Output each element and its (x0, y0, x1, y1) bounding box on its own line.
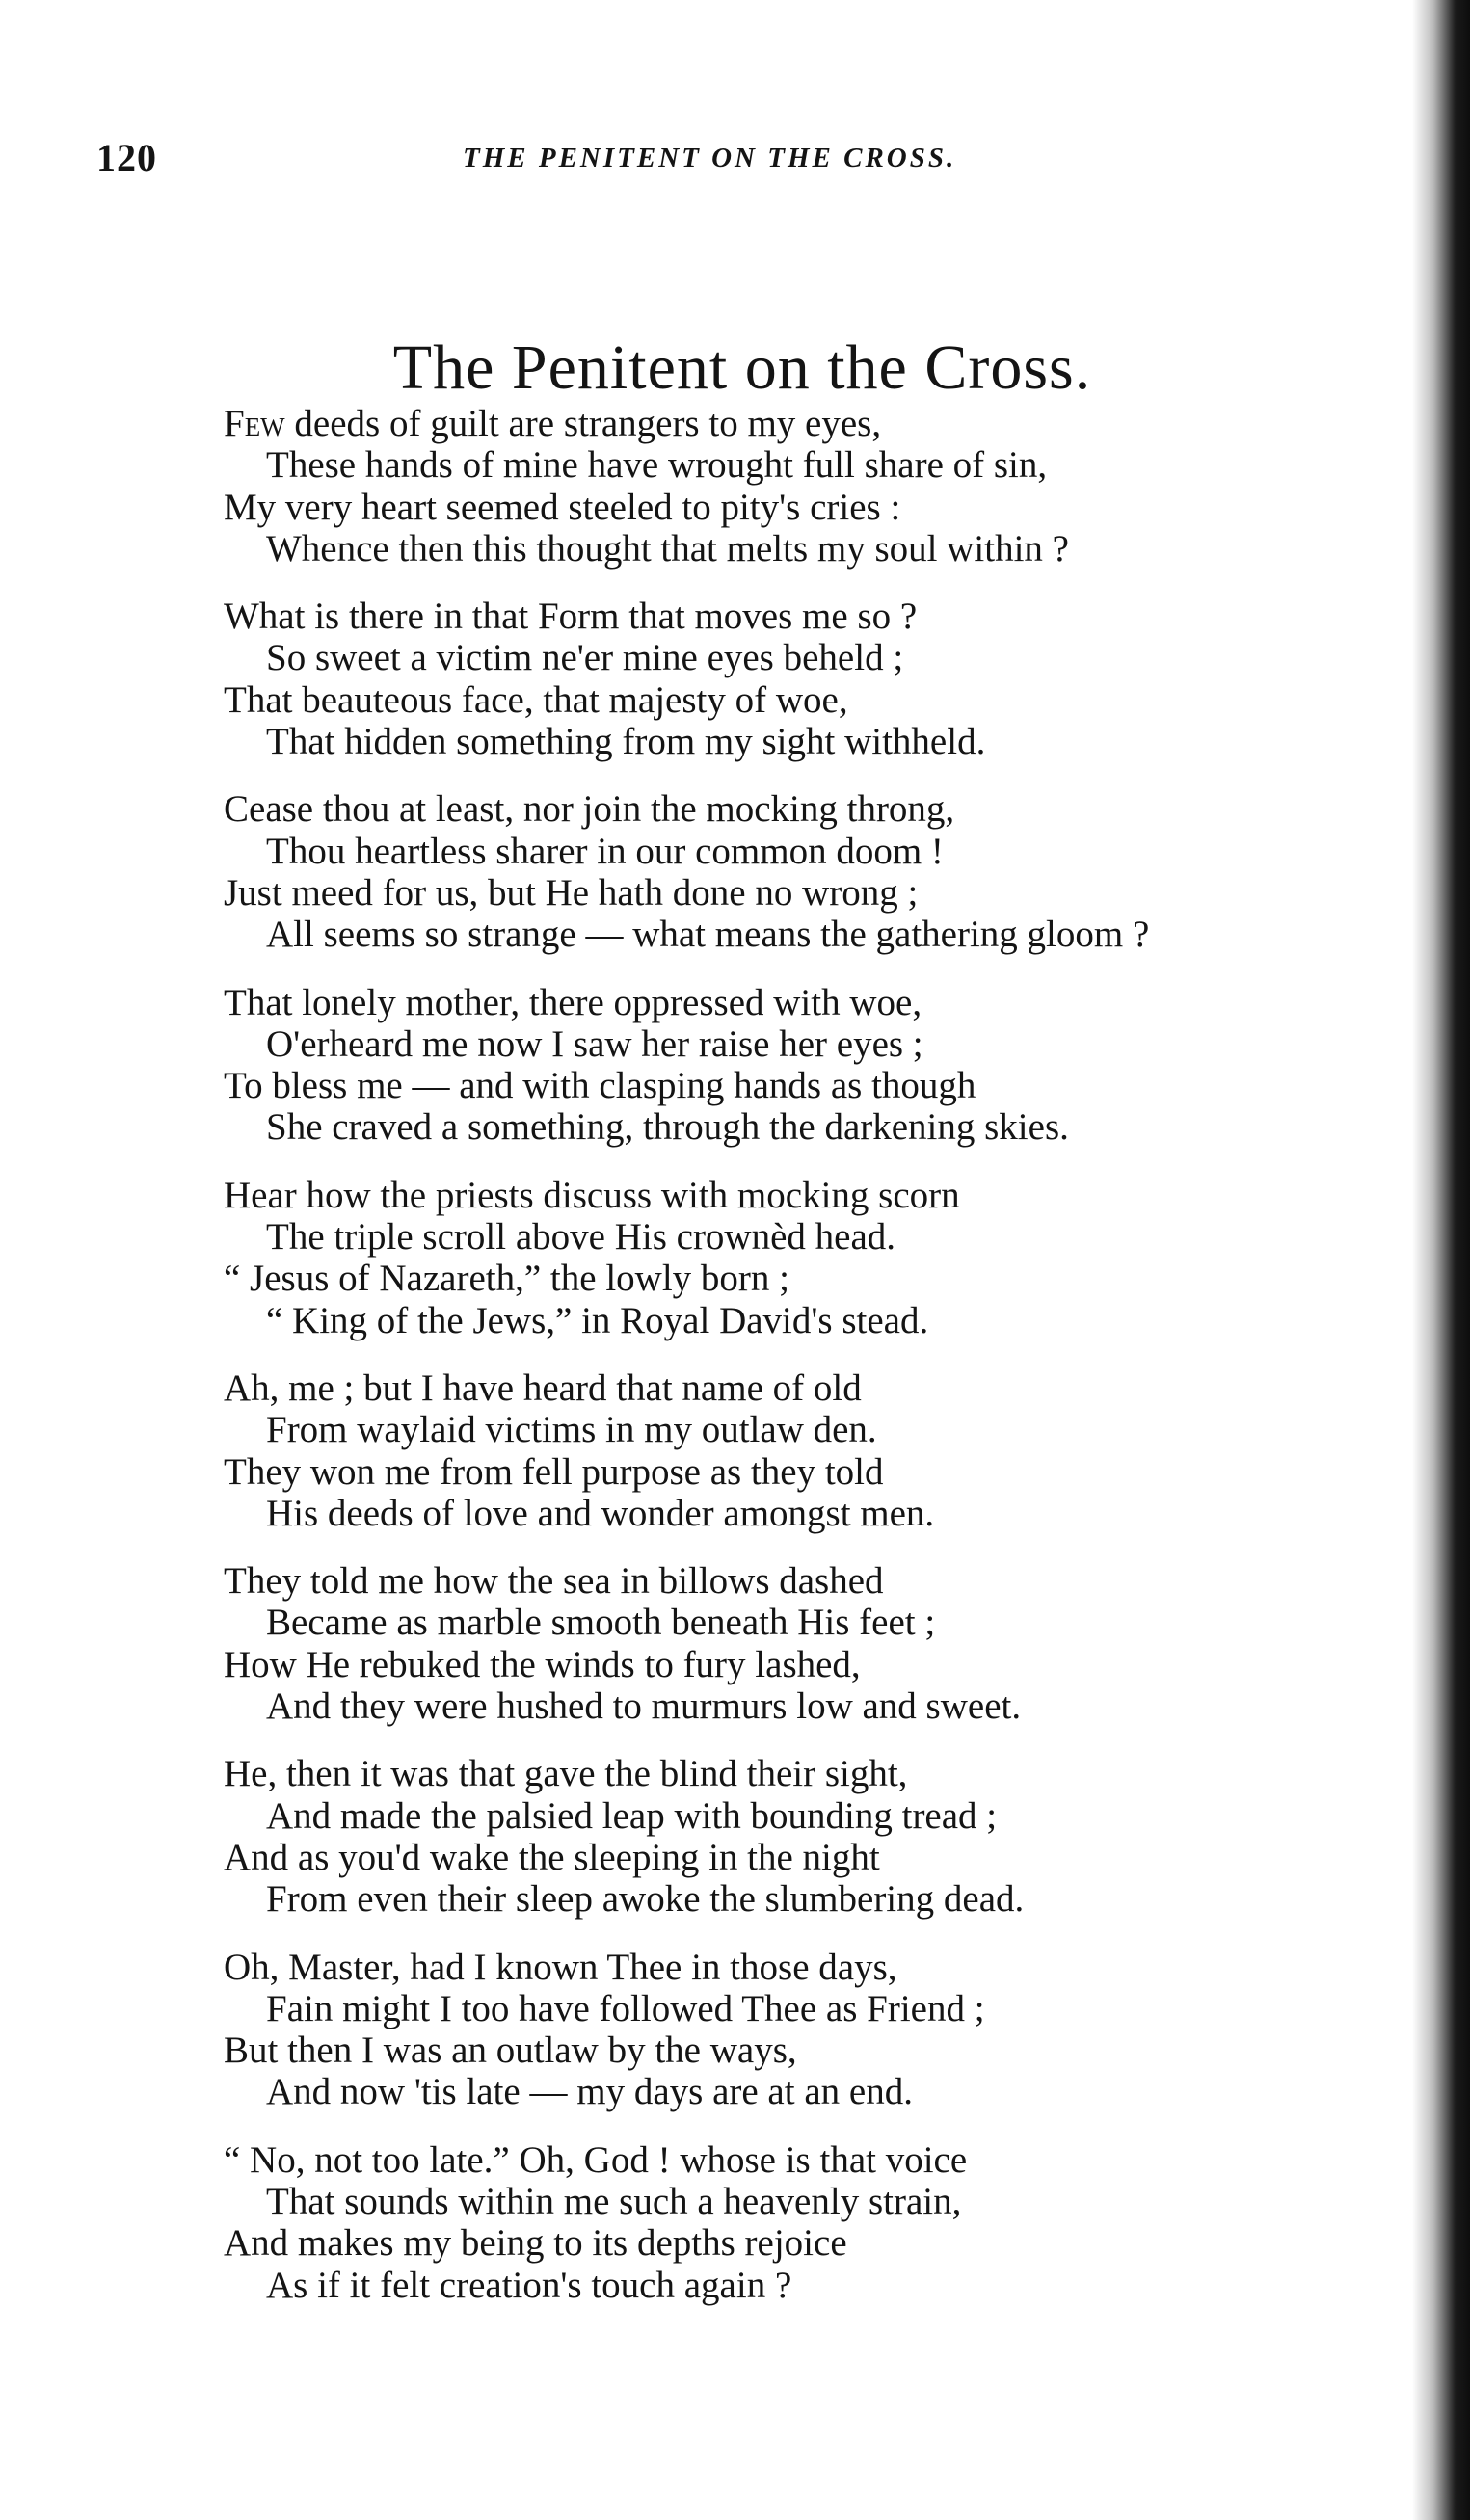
poem-line: The triple scroll above His crownèd head. (266, 1216, 896, 1259)
poem-line: Hear how the priests discuss with mocking scorn (224, 1174, 960, 1216)
poem-line: To bless me — and with clasping hands as though (224, 1065, 976, 1107)
poem-line: Fain might I too have followed Thee as Friend ; (266, 1987, 985, 2029)
poem-line: From even their sleep awoke the slumbering dead. (266, 1878, 1025, 1921)
poem-body (224, 403, 1361, 2332)
running-title: THE PENITENT ON THE CROSS. (463, 143, 957, 173)
stanza (224, 403, 1361, 570)
poem-line: That sounds within me such a heavenly strain, (266, 2180, 962, 2222)
poem-line: He, then it was that gave the blind their sight, (224, 1753, 908, 1795)
poem-line: His deeds of love and wonder amongst men. (266, 1492, 935, 1534)
poem-line: And now 'tis late — my days are at an end. (266, 2071, 913, 2113)
poem-line: Became as marble smooth beneath His feet ; (266, 1602, 936, 1644)
poem-line: And as you'd wake the sleeping in the night (224, 1836, 880, 1878)
poem-line: These hands of mine have wrought full share of sin, (266, 444, 1048, 487)
poem-line: All seems so strange — what means the gathering gloom ? (266, 914, 1150, 956)
poem-line: So sweet a victim ne'er mine eyes beheld ; (266, 637, 904, 679)
poem-line: That hidden something from my sight withheld. (266, 721, 986, 763)
poem-line: “ No, not too late.” Oh, God ! whose is that voice (224, 2138, 968, 2181)
poem-line: As if it felt creation's touch again ? (266, 2264, 792, 2306)
poem-line: Whence then this thought that melts my soul within ? (266, 527, 1069, 570)
stanza (224, 1367, 1361, 1534)
poem-title: The Penitent on the Cross. (392, 332, 1092, 404)
poem-line: They won me from fell purpose as they told (224, 1450, 884, 1493)
poem-line: They told me how the sea in billows dashed (224, 1560, 884, 1603)
poem-line: Cease thou at least, nor join the mocking throng, (224, 788, 955, 831)
poem-line: Oh, Master, had I known Thee in those days, (224, 1946, 897, 1988)
poem-line: That beauteous face, that majesty of woe, (224, 678, 848, 721)
running-head (0, 135, 1388, 183)
poem-line: And they were hushed to murmurs low and sweet. (266, 1685, 1022, 1728)
poem-line: That lonely mother, there oppressed with woe, (224, 981, 922, 1023)
poem-line: She craved a something, through the darkening skies. (266, 1106, 1069, 1149)
poem-line: “ Jesus of Nazareth,” the lowly born ; (224, 1258, 789, 1300)
stanza (224, 1175, 1361, 1341)
poem-line: What is there in that Form that moves me so ? (224, 596, 918, 638)
stanza (224, 1947, 1361, 2113)
stanza (224, 982, 1361, 1149)
poem-line: Ah, me ; but I have heard that name of old (224, 1366, 862, 1409)
poem-line: From waylaid victims in my outlaw den. (266, 1409, 877, 1451)
stanza (224, 2139, 1361, 2306)
drop-word: Few (224, 403, 285, 444)
page-number: 120 (96, 136, 157, 179)
poem-line: O'erheard me now I saw her raise her eyes ; (266, 1022, 923, 1065)
stanza (224, 788, 1361, 955)
poem-line: “ King of the Jews,” in Royal David's stead. (266, 1299, 929, 1341)
poem-line: My very heart seemed steeled to pity's cries : (224, 486, 901, 528)
poem-line: But then I was an outlaw by the ways, (224, 2029, 797, 2072)
poem-line: And makes my being to its depths rejoice (224, 2222, 847, 2265)
poem-line: And made the palsied leap with bounding tread ; (266, 1794, 998, 1837)
stanza (224, 596, 1361, 762)
stanza (224, 1753, 1361, 1920)
stanza (224, 1560, 1361, 1727)
poem-line: How He rebuked the winds to fury lashed, (224, 1643, 861, 1685)
poem-line: Thou heartless sharer in our common doom ! (266, 830, 944, 872)
poem-line: Few deeds of guilt are strangers to my eyes, (224, 403, 882, 444)
poem-line: Just meed for us, but He hath done no wrong ; (224, 871, 919, 914)
